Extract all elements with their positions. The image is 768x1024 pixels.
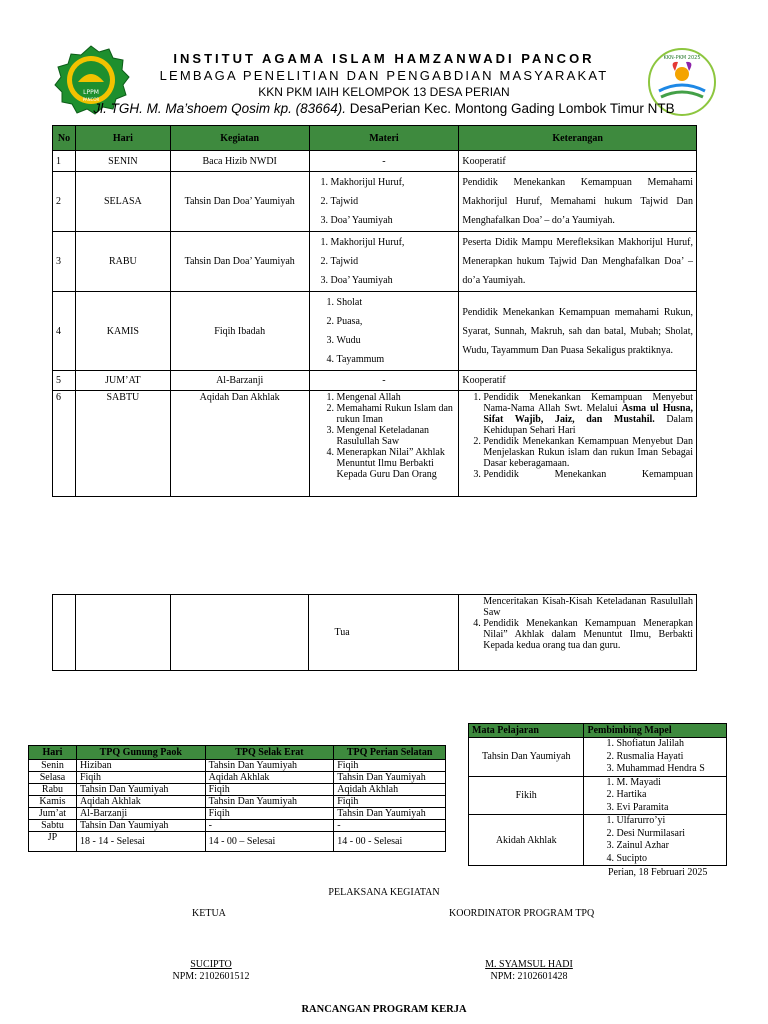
cell-day: JP: [29, 832, 77, 852]
header-pembimbing: Pembimbing Mapel: [584, 724, 727, 738]
cell-day: Jum’at: [29, 808, 77, 820]
tpq-schedule-table: [28, 745, 446, 852]
table-row: [29, 772, 446, 784]
header-tpq-perian-selatan: TPQ Perian Selatan: [334, 746, 446, 760]
table-row: [53, 232, 697, 292]
cell: Aqidah Akhlak: [205, 772, 334, 784]
svg-text:LPPM: LPPM: [83, 89, 99, 96]
header-keterangan: Keterangan: [459, 126, 697, 151]
header-mata-pelajaran: Mata Pelajaran: [469, 724, 584, 738]
signature-title: PELAKSANA KEGIATAN: [328, 887, 440, 898]
list-item: [483, 392, 693, 436]
cell-no: 2: [53, 172, 76, 232]
cell: 14 - 00 - Selesai: [334, 832, 446, 852]
cell-no: 3: [53, 232, 76, 292]
header-hari: Hari: [75, 126, 170, 151]
mentor-table: [468, 723, 727, 866]
signature-date: Perian, 18 Februari 2025: [608, 867, 708, 878]
cell: Al-Barzanji: [76, 808, 205, 820]
table-row: [53, 292, 697, 371]
cell-mapel: Akidah Akhlak: [469, 815, 584, 866]
list-item: 1. Mengenal Allah: [337, 392, 456, 403]
cell-names: [584, 738, 727, 777]
cell-no: 5: [53, 371, 76, 391]
cell-hari: JUM’AT: [75, 371, 170, 391]
address-line: [0, 101, 768, 116]
cell-keterangan: Pendidik Menekankan Kemampuan memahami Rukun, Syarat, Sunnah, Makruh, sah dan batal, Mubah; Sholat, Wudu, Tayammum Dan Puasa Sekaligus praktiknya.: [459, 292, 697, 371]
ket-bold-text: Asma ul Husna, Sifat Wajib, Jaiz, dan Mustahil.: [483, 403, 693, 425]
table-row: [29, 760, 446, 772]
cell-keterangan: [459, 391, 697, 497]
cell: Tahsin Dan Yaumiyah: [76, 784, 205, 796]
cell-kegiatan: Fiqih Ibadah: [170, 292, 309, 371]
right-signer-npm: NPM: 2102601428: [490, 971, 568, 982]
cell-hari: [75, 595, 170, 671]
right-signer-name: M. SYAMSUL HADI: [485, 959, 573, 970]
cell: Aqidah Akhlak: [76, 796, 205, 808]
cell-keterangan: [459, 595, 697, 671]
cell-keterangan: Kooperatif: [459, 371, 697, 391]
list-item: 1. M. Mayadi: [616, 777, 726, 790]
cell-kegiatan: Tahsin Dan Doa’ Yaumiyah: [170, 232, 309, 292]
list-item: 3. Wudu: [337, 331, 458, 350]
table-row: [53, 371, 697, 391]
table-header-row: [53, 126, 697, 151]
cell-no: 1: [53, 151, 76, 172]
cell-materi: [309, 391, 459, 497]
left-role: KETUA: [192, 908, 226, 919]
cell-hari: SELASA: [75, 172, 170, 232]
cell-keterangan: Pendidik Menekankan Kemampuan Memahami Makhorijul Huruf, Memahami hukum Tajwid Dan Menghafalkan Doa’ – do’a Yaumiyah.: [459, 172, 697, 232]
cell-materi: [309, 172, 459, 232]
ket-continued-text: Menceritakan Kisah-Kisah Keteladanan Rasulullah Saw: [483, 596, 693, 618]
table-row: [53, 151, 697, 172]
header-hari: Hari: [29, 746, 77, 760]
cell-hari: KAMIS: [75, 292, 170, 371]
cell-mapel: Fikih: [469, 776, 584, 815]
list-item: 3. Doa’ Yaumiyah: [331, 211, 458, 230]
list-item: 3. Muhammad Hendra S: [616, 763, 726, 776]
table-row: [29, 820, 446, 832]
cell: Tahsin Dan Yaumiyah: [205, 760, 334, 772]
cell-day: Selasa: [29, 772, 77, 784]
svg-text:KKN-PKM 2025: KKN-PKM 2025: [663, 55, 701, 61]
cell: 18 - 14 - Selesai: [76, 832, 205, 852]
address-street: Jl. TGH. M. Ma’shoem Qosim kp. (83664).: [93, 101, 346, 116]
cell-kegiatan: Aqidah Dan Akhlak: [170, 391, 309, 497]
list-item: 2. Desi Nurmilasari: [616, 828, 726, 841]
list-item: 1. Makhorijul Huruf,: [331, 233, 458, 252]
table-row: [29, 784, 446, 796]
cell-hari: SENIN: [75, 151, 170, 172]
cell: 14 - 00 – Selesai: [205, 832, 334, 852]
address-region: DesaPerian Kec. Montong Gading Lombok Timur NTB: [345, 101, 675, 116]
cell-day: Rabu: [29, 784, 77, 796]
list-item: 1. Sholat: [337, 293, 458, 312]
header-tpq-selak-erat: TPQ Selak Erat: [205, 746, 334, 760]
cell: Tahsin Dan Yaumiyah: [334, 772, 446, 784]
table-row: [469, 776, 727, 815]
cell: Tahsin Dan Yaumiyah: [334, 808, 446, 820]
cell-materi: -: [309, 151, 459, 172]
table-header-row: [29, 746, 446, 760]
cell-no: 4: [53, 292, 76, 371]
cell: -: [334, 820, 446, 832]
cell-kegiatan: Al-Barzanji: [170, 371, 309, 391]
list-item: 2. Tajwid: [331, 192, 458, 211]
list-item: 2. Pendidik Menekankan Kemampuan Menyebut Dan Menjelaskan Rukun islam dan rukun Iman Sebagai Dasar keberagamaan.: [483, 436, 693, 469]
list-item: 2. Tajwid: [331, 252, 458, 271]
cell-keterangan: Peserta Didik Mampu Merefleksikan Makhorijul Huruf, Menerapkan hukum Tajwid Dan Menghafalkan Doa’ – do’a Yaumiyah.: [459, 232, 697, 292]
list-item: 4. Menerapkan Nilai” Akhlak Menuntut Ilmu Berbakti Kepada Guru Dan Orang: [337, 447, 456, 480]
cell-materi: [309, 292, 459, 371]
left-signer-name: SUCIPTO: [190, 959, 232, 970]
header-no: No: [53, 126, 76, 151]
cell-materi: -: [309, 371, 459, 391]
cell-day: Senin: [29, 760, 77, 772]
list-item: 1. Shofiatun Jalilah: [616, 738, 726, 751]
cell-mapel: Tahsin Dan Yaumiyah: [469, 738, 584, 777]
table-row: [53, 391, 697, 497]
cell: Fiqih: [334, 760, 446, 772]
list-item: 3. Mengenal Keteladanan Rasulullah Saw: [337, 425, 456, 447]
cell-hari: RABU: [75, 232, 170, 292]
cell-keterangan: Kooperatif: [459, 151, 697, 172]
ket-text: Pendidik Menekankan Kemampuan Menyebut Nama-Nama Allah Swt. Melalui: [483, 392, 693, 414]
institute-name: INSTITUT AGAMA ISLAM HAMZANWADI PANCOR: [173, 51, 595, 66]
program-table: [52, 125, 697, 497]
cell-hari: SABTU: [75, 391, 170, 497]
table-row: [469, 738, 727, 777]
list-item: 4. Tayammum: [337, 350, 458, 369]
cell-materi: [309, 232, 459, 292]
cell-no: 6: [53, 391, 76, 497]
table-row: [29, 808, 446, 820]
left-signer-npm: NPM: 2102601512: [172, 971, 250, 982]
list-item: 3. Pendidik Menekankan Kemampuan: [483, 469, 693, 480]
list-item: 4. Pendidik Menekankan Kemampuan Menerapkan Nilai” Akhlak dalam Menuntut Ilmu, Berbakti Kepada kedua orang tua dan guru.: [483, 618, 693, 651]
list-item: 2. Hartika: [616, 789, 726, 802]
list-item: 2. Rusmalia Hayati: [616, 751, 726, 764]
cell: Hiziban: [76, 760, 205, 772]
table-row: [469, 815, 727, 866]
cell-materi: Tua: [309, 595, 459, 671]
header-kegiatan: Kegiatan: [170, 126, 309, 151]
cell: Tahsin Dan Yaumiyah: [205, 796, 334, 808]
cell: Tahsin Dan Yaumiyah: [76, 820, 205, 832]
list-item: 3. Evi Paramita: [616, 802, 726, 815]
cell-kegiatan: [170, 595, 309, 671]
table-row: [29, 832, 446, 852]
table-row: [53, 172, 697, 232]
cell: Fiqih: [205, 808, 334, 820]
next-page-title: RANCANGAN PROGRAM KERJA: [301, 1004, 467, 1015]
svg-text:PANCOR: PANCOR: [82, 97, 100, 102]
cell-day: Sabtu: [29, 820, 77, 832]
cell: Fiqih: [205, 784, 334, 796]
cell: Fiqih: [76, 772, 205, 784]
lppm-name: LEMBAGA PENELITIAN DAN PENGABDIAN MASYARAKAT: [159, 68, 609, 83]
ket-text: Dalam Kehidupan Sehari Hari: [483, 414, 693, 436]
list-item: 1. Ulfarurro’yi: [616, 815, 726, 828]
cell-kegiatan: Tahsin Dan Doa’ Yaumiyah: [170, 172, 309, 232]
kkn-group: KKN PKM IAIH KELOMPOK 13 DESA PERIAN: [258, 85, 510, 99]
cell-kegiatan: Baca Hizib NWDI: [170, 151, 309, 172]
list-item: 2. Puasa,: [337, 312, 458, 331]
right-role: KOORDINATOR PROGRAM TPQ: [449, 908, 595, 919]
cell: Aqidah Akhlah: [334, 784, 446, 796]
header-materi: Materi: [309, 126, 459, 151]
table-row: [29, 796, 446, 808]
table-header-row: [469, 724, 727, 738]
list-item: 4. Sucipto: [616, 853, 726, 866]
table-row: [53, 595, 697, 671]
cell: -: [205, 820, 334, 832]
list-item: 2. Memahami Rukun Islam dan rukun Iman: [337, 403, 456, 425]
list-item: 3. Zainul Azhar: [616, 840, 726, 853]
program-table-continuation: [52, 594, 697, 671]
cell-day: Kamis: [29, 796, 77, 808]
cell-names: [584, 776, 727, 815]
cell-names: [584, 815, 727, 866]
list-item: 3. Doa’ Yaumiyah: [331, 271, 458, 290]
header-tpq-gunung-paok: TPQ Gunung Paok: [76, 746, 205, 760]
list-item: 1. Makhorijul Huruf,: [331, 173, 458, 192]
cell: Fiqih: [334, 796, 446, 808]
cell-no: [53, 595, 76, 671]
